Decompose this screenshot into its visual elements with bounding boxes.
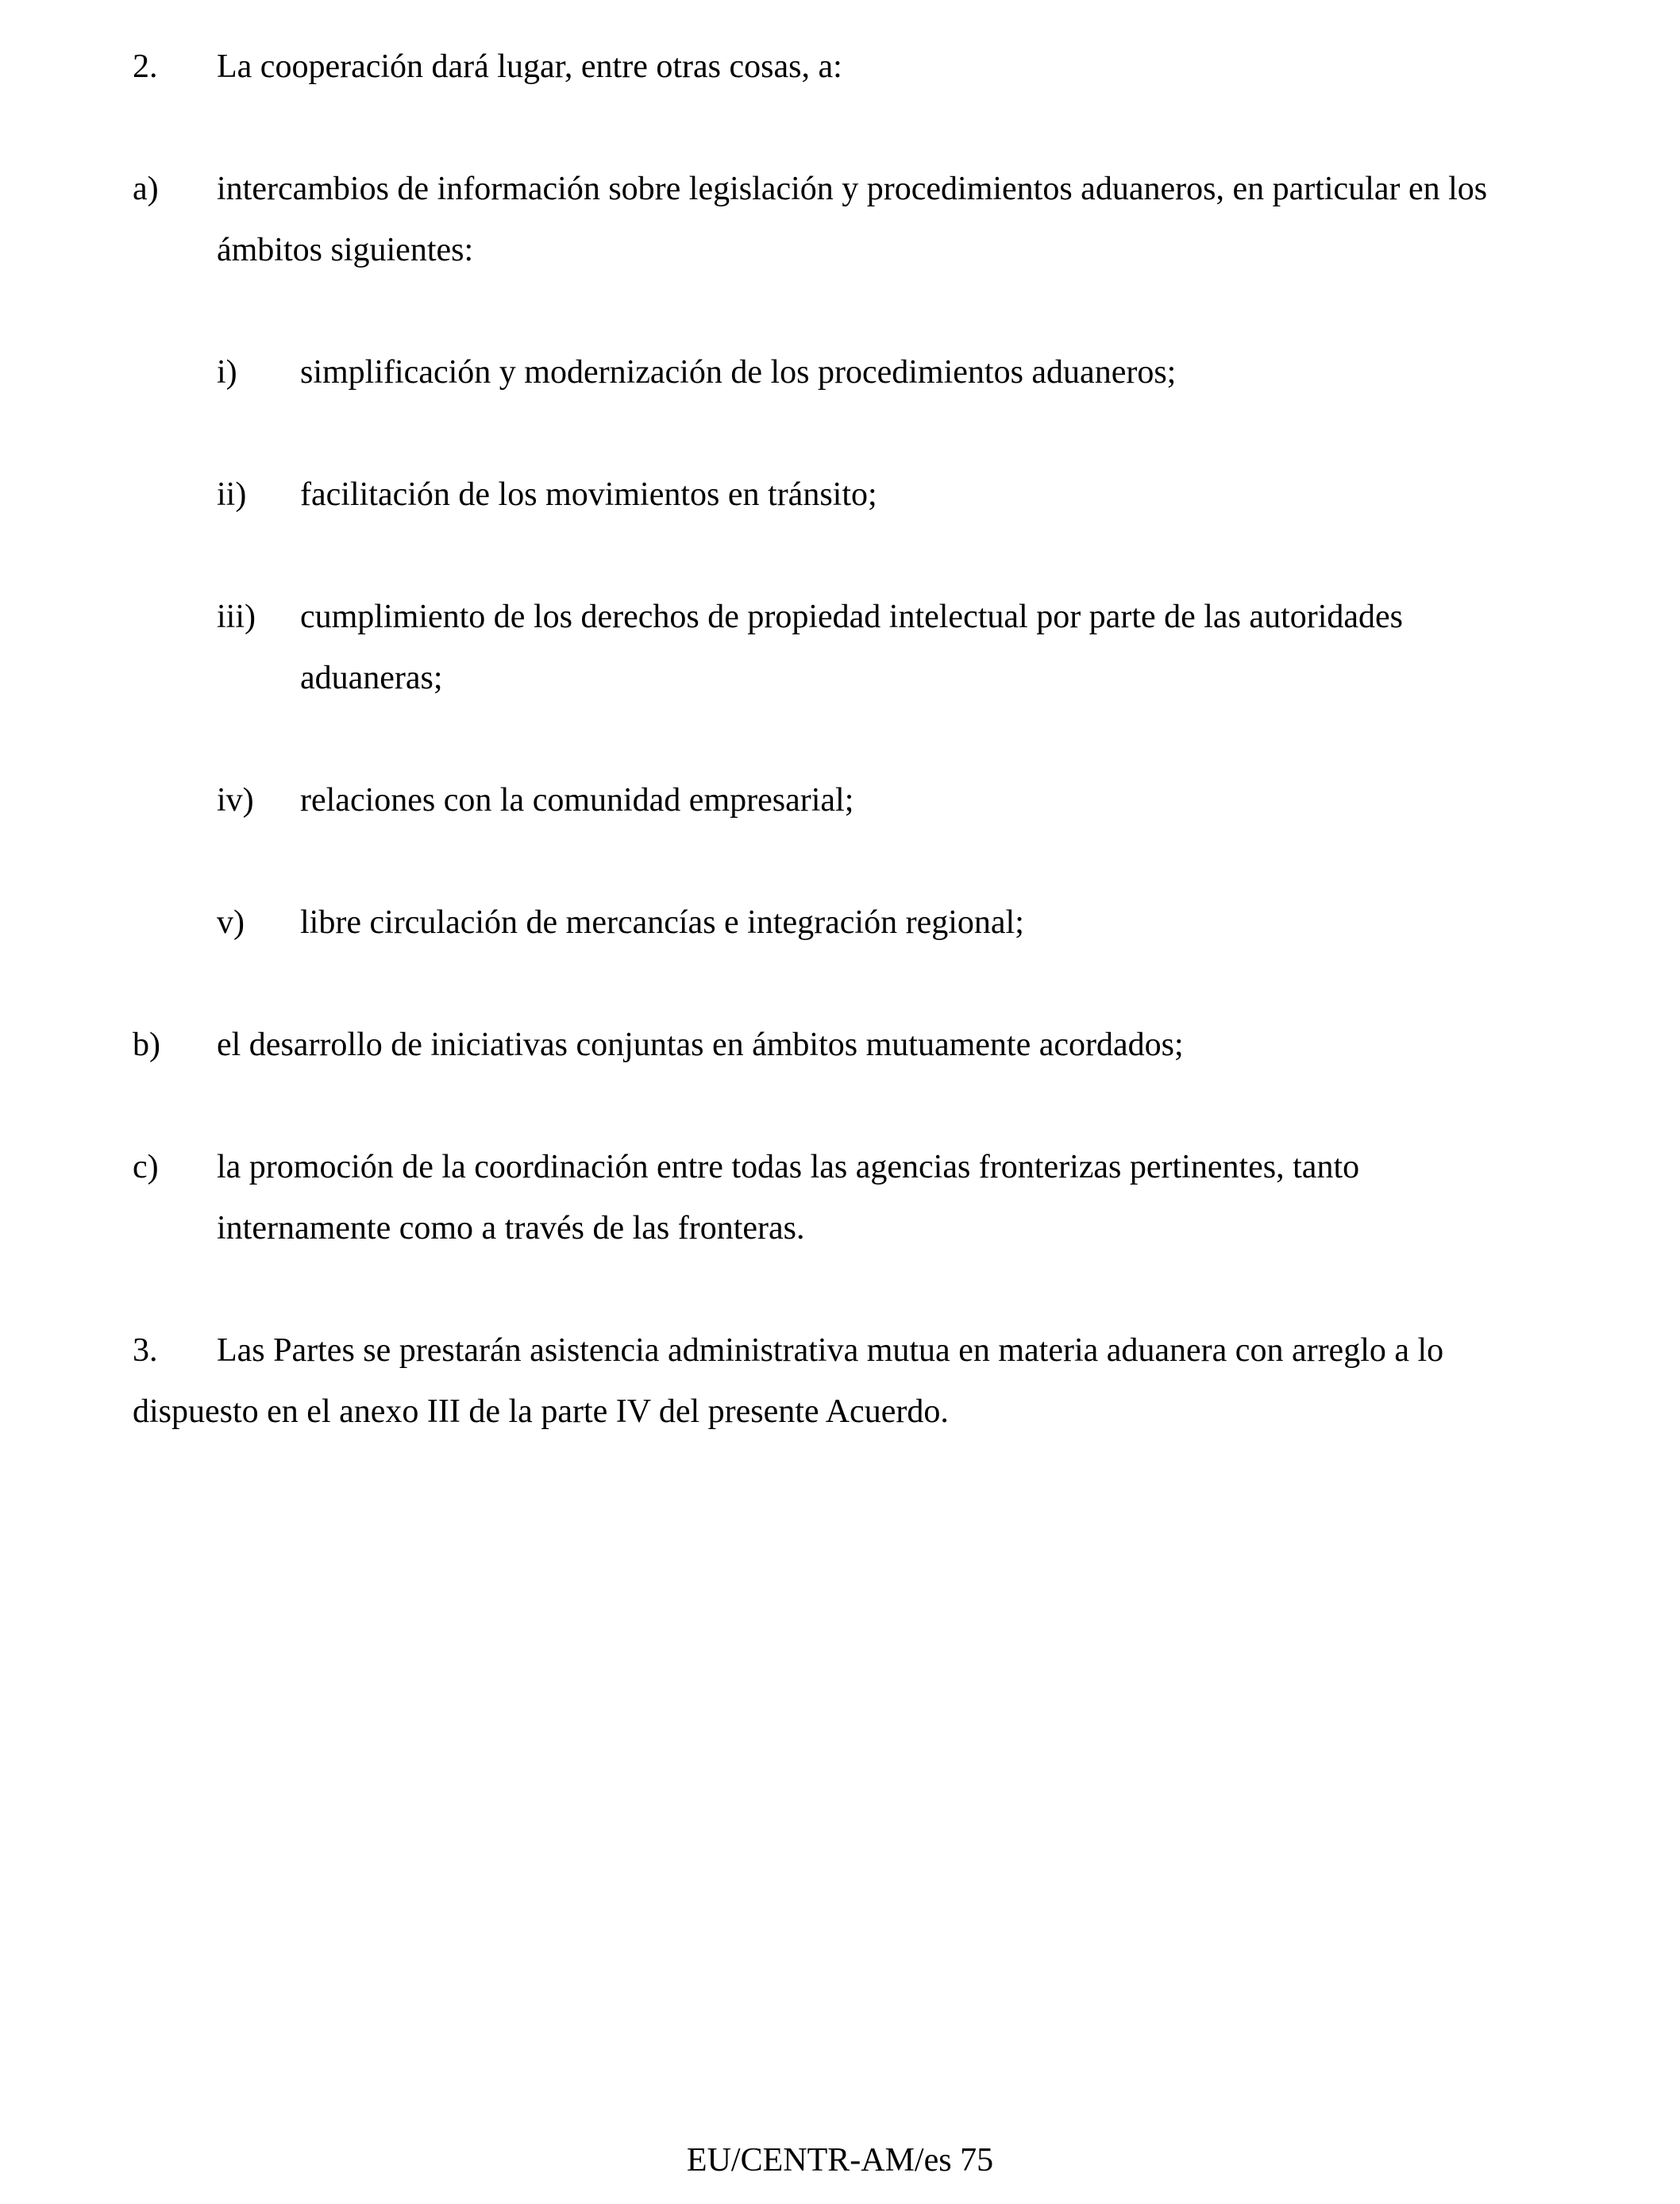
item-text: el desarrollo de iniciativas conjuntas en ámbitos mutuamente acordados; <box>217 1027 1184 1063</box>
subitem-text: simplificación y modernización de los procedimientos aduaneros; <box>300 354 1177 391</box>
subitem-marker: i) <box>217 354 237 391</box>
paragraph-3 <box>133 1320 1546 1443</box>
subitem-marker: v) <box>217 904 245 941</box>
item-text: intercambios de información sobre legislación y procedimientos aduaneros, en particular en los ámbitos siguientes: <box>217 171 1488 268</box>
subitem-marker: iii) <box>217 599 256 635</box>
paragraph-number: 3. <box>133 1332 158 1369</box>
subitem-text: relaciones con la comunidad empresarial; <box>300 782 854 819</box>
subitem-text: facilitación de los movimientos en tránsito; <box>300 476 877 513</box>
paragraph-text: Las Partes se prestarán asistencia administrativa mutua en materia aduanera con arreglo a lo dispuesto en el anexo III de la parte IV del presente Acuerdo. <box>133 1332 1444 1430</box>
page-footer-reference: EU/CENTR-AM/es 75 <box>686 2142 994 2179</box>
paragraph-number: 2. <box>133 48 158 85</box>
item-text: la promoción de la coordinación entre todas las agencias fronterizas pertinentes, tanto internamente como a través de las fronteras. <box>217 1149 1360 1246</box>
item-marker: b) <box>133 1027 160 1063</box>
subitem-marker: iv) <box>217 782 254 819</box>
paragraph-text: La cooperación dará lugar, entre otras cosas, a: <box>217 48 842 85</box>
subitem-text: cumplimiento de los derechos de propiedad intelectual por parte de las autoridades aduaneras; <box>300 599 1404 696</box>
item-marker: a) <box>133 171 159 207</box>
subitem-marker: ii) <box>217 476 247 513</box>
subitem-text: libre circulación de mercancías e integración regional; <box>300 904 1024 941</box>
item-marker: c) <box>133 1149 159 1185</box>
